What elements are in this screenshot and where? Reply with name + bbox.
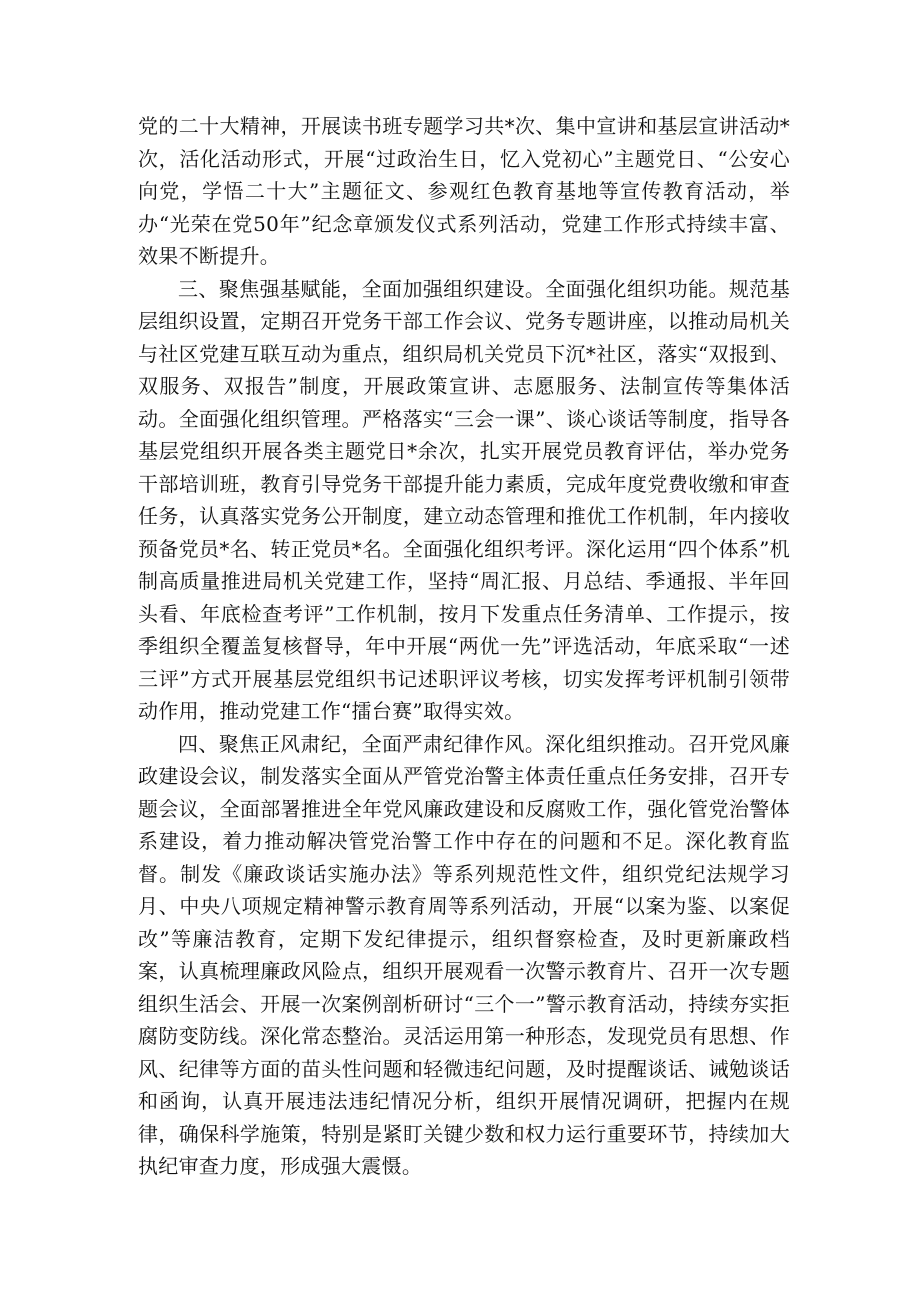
paragraph-section-three: 三、聚焦强基赋能，全面加强组织建设。全面强化组织功能。规范基层组织设置，定期召开党务干部工作会议、党务专题讲座，以推动局机关与社区党建互联互动为重点，组织局机关党员下沉*社区，落实“双报到、双服务、双报告”制度，开展政策宣讲、志愿服务、法制宣传等集体活动。全面强化组织管理。严格落实“三会一课”、谈心谈话等制度，指导各基层党组织开展各类主题党日*余次，扎实开展党员教育评估，举办党务干部培训班，教育引导党务干部提升能力素质，完成年度党费收缴和审查任务，认真落实党务公开制度，建立动态管理和推优工作机制，年内接收预备党员*名、转正党员*名。全面强化组织考评。深化运用“四个体系”机制高质量推进局机关党建工作，坚持“周汇报、月总结、季通报、半年回头看、年底检查考评”工作机制，按月下发重点任务清单、工作提示，按季组织全覆盖复核督导，年中开展“两优一先”评选活动，年底采取“一述三评”方式开展基层党组织书记述职评议考核，切实发挥考评机制引领带动作用，推动党建工作“擂台赛”取得实效。 (138, 276, 790, 723)
paragraph-continuation: 党的二十大精神，开展读书班专题学习共*次、集中宣讲和基层宣讲活动*次，活化活动形式，开展“过政治生日，忆入党初心”主题党日、“公安心向党，学悟二十大”主题征文、参观红色教育基地等宣传教育活动，举办“光荣在党50年”纪念章颁发仪式系列活动，党建工作形式持续丰富、效果不断提升。 (138, 114, 790, 268)
document-body (138, 110, 790, 1183)
paragraph-section-four: 四、聚焦正风肃纪，全面严肃纪律作风。深化组织推动。召开党风廉政建设会议，制发落实全面从严管党治警主体责任重点任务安排，召开专题会议，全面部署推进全年党风廉政建设和反腐败工作，强化管党治警体系建设，着力推动解决管党治警工作中存在的问题和不足。深化教育监督。制发《廉政谈话实施办法》等系列规范性文件，组织党纪法规学习月、中央八项规定精神警示教育周等系列活动，开展“以案为鉴、以案促改”等廉洁教育，定期下发纪律提示，组织督察检查，及时更新廉政档案，认真梳理廉政风险点，组织开展观看一次警示教育片、召开一次专题组织生活会、开展一次案例剖析研讨“三个一”警示教育活动，持续夯实拒腐防变防线。深化常态整治。灵活运用第一种形态，发现党员有思想、作风、纪律等方面的苗头性问题和轻微违纪问题，及时提醒谈话、诫勉谈话和函询，认真开展违法违纪情况分析，组织开展情况调研，把握内在规律，确保科学施策，特别是紧盯关键少数和权力运行重要环节，持续加大执纪审查力度，形成强大震慑。 (138, 731, 790, 1178)
